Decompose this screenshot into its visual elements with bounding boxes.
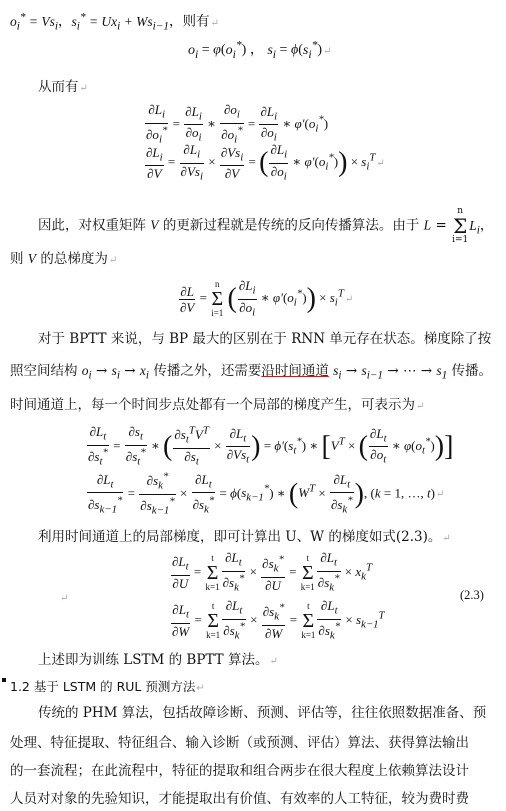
equation-number: (2.3) xyxy=(460,588,484,602)
equation-grad-u: $\frac{\partial L_t}{\partial U}$ = t Σ k=1 $\frac{\partial L_t}{\partial s_k^*}$ × $\frac{\partial s_k^*}{\partial U}$ = t Σ k=1 $\frac{\partial L_t}{\partial s_k^*}$ × $x_k^T$ xyxy=(172,550,372,594)
equation-grad-o: $\frac{\partial L_i}{\partial o_i^*}$ = $\frac{\partial L_i}{\partial o_i}$ ∗ $\frac{\partial o_i}{\partial o_i^*}$ = $\frac{\partial L_i}{\partial o_i}$ ∗ $\varphi'(o_i^*)$ xyxy=(146,102,329,146)
body-line-3: 的一套流程；在此流程中，特征的提取和组合两步在很大程度上依赖算法设计 xyxy=(10,763,469,779)
intro-line: $o_i^* = Vs_i$，$s_i^* = Ux_i + Ws_{i-1}$，则有↵ xyxy=(10,11,219,33)
from-which-text: 从而有↵ xyxy=(38,79,88,95)
bullet-icon xyxy=(2,678,6,682)
equation-activation: $o_i = \varphi(o_i^*)$ ， $s_i$ = $\phi(s_i^*)↵$ xyxy=(188,38,332,61)
equation-grad-w: $\frac{\partial L_t}{\partial W}$ = t Σ k=1 $\frac{\partial L_t}{\partial s_k^*}$ × $\frac{\partial s_k^*}{\partial W}$ = t Σ k=1 $\frac{\partial L_t}{\partial s_k^*}$ × $s_{k-1}^T$ xyxy=(172,598,385,642)
para-bptt-3: 时间通道上，每一个时间步点处都有一个局部的梯度产生，可表示为↵ xyxy=(10,397,425,413)
body-line-4: 人员对对象的先验知识，才能提取出有价值、有效率的人工特征，较为费时费 xyxy=(10,791,469,807)
equation-grad-v: $\frac{\partial L_i}{\partial V}$ = $\frac{\partial L_i}{\partial Vs_i}$ × $\frac{\partial Vs_i}{\partial V}$ = ( $\frac{\partial L_i}{\partial o_i}$ ∗ $\varphi'(o_i^*)$) × $s_i^T↵$ xyxy=(146,142,385,183)
equation-local-grad-1: $\frac{\partial L_t}{\partial s_t^*}$ = $\frac{\partial s_t}{\partial s_t^*}$ ∗ ( $\frac{\partial s_t^TV^T}{\partial s_t}$ × $\frac{\partial L_t}{\partial Vs_t}$ ) = $\phi'(s_t^*)$ ∗ [$V^T$ × ( $\frac{\partial L_t}{\partial o_t}$ ∗ $\varphi(o_t^*)$)] xyxy=(88,424,454,468)
para-uw: 利用时间通道上的局部梯度，即可计算出 U、W 的梯度如式(2.3)。↵ xyxy=(38,529,451,545)
equation-local-grad-2: $\frac{\partial L_t}{\partial s_{k-1}^*}$ = $\frac{\partial s_k^*}{\partial s_{k-1}^*}$ × $\frac{\partial L_t}{\partial s_k^*}$ = $\phi(s_{k-1}^*)$ ∗ ($W^T$ × $\frac{\partial L_t}{\partial s_k^*}$ ), (k = 1, …, t)↵ xyxy=(88,471,445,517)
equation-total-grad: $\frac{\partial L}{\partial V}$ = n Σ i=1 ( $\frac{\partial L_i}{\partial o_i}$ ∗ $\varphi'(o_i^*)$) × $s_i^T↵$ xyxy=(180,278,354,319)
body-line-2: 处理、特征提取、特征组合、输入诊断（或预测、评估）算法、获得算法输出 xyxy=(10,735,469,751)
para-total-grad: 则 V 的总梯度为↵ xyxy=(10,251,118,267)
eq-anchor-mark: ↵ xyxy=(60,593,69,604)
para-bptt-2: 照空间结构 $o_i \to s_i \to x_i$ 传播之外，还需要沿时间通道 $s_i \to s_{i-1}$ → ⋯ → $s_1$ 传播。 xyxy=(10,363,493,382)
para-bptt-1: 对于 BPTT 来说，与 BP 最大的区别在于 RNN 单元存在状态。梯度除了按 xyxy=(38,331,492,347)
body-line-1: 传统的 PHM 算法，包括故障诊断、预测、评估等，往往依照数据准备、预 xyxy=(38,705,487,721)
para-weight-v: 因此，对权重矩阵 V 的更新过程就是传统的反向传播算法。由于 L = n Σ $i=1L_i$， xyxy=(38,206,494,245)
section-heading: 1.2 基于 LSTM 的 RUL 预测方法↵ xyxy=(0,678,205,698)
para-end: 上述即为训练 LSTM 的 BPTT 算法。↵ xyxy=(38,652,278,668)
